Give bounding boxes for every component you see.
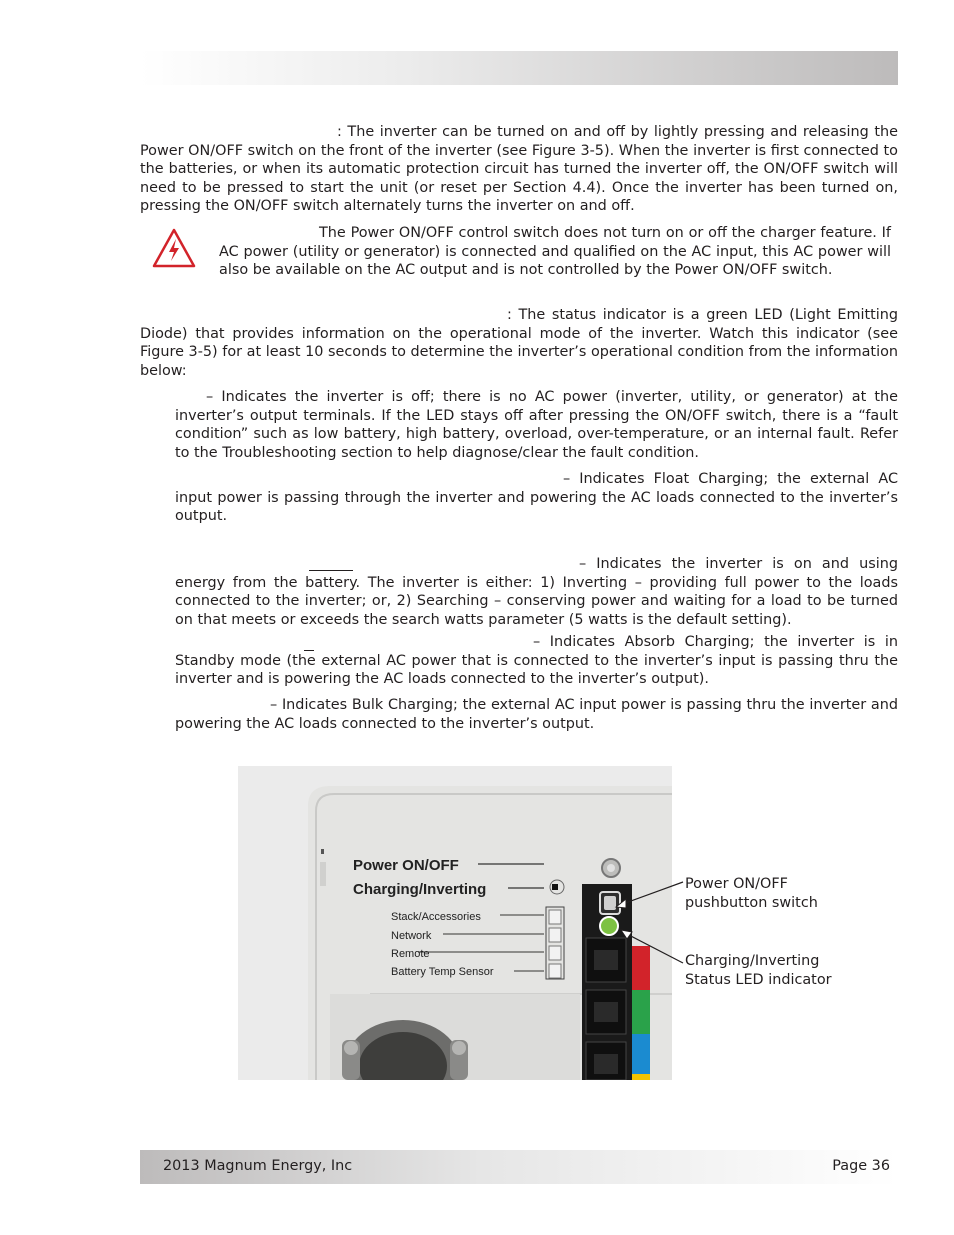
panel-label-charging: Charging/Inverting — [353, 881, 487, 898]
power-switch-paragraph: : The inverter can be turned on and off by lightly pressing and releasing the Power ON/OFF switch on the front of the inverter (see Figure 3-5). When the inverter is first connected to the batteries, or when its automatic protection circuit has turned the inverter off, the ON/OFF switch will need to be pressed to start the unit (or reset per Section 4.4). Once the inverter has been turned on, pressing the ON/OFF switch alternately turns the inverter on and off. — [140, 124, 898, 215]
header-bar — [140, 51, 898, 85]
panel-label-network: Network — [391, 930, 432, 942]
led-absorb-paragraph: – Indicates Absorb Charging; the inverter is in Standby mode (the external AC power that is connected to the inverter’s input is passing thru the inverter and is powering the AC loads connected to the inverter’s output). — [175, 634, 898, 688]
callout-arrows — [590, 875, 690, 975]
warning-note: The Power ON/OFF control switch does not turn on or off the charger feature. If AC power (utility or generator) is connected and qualified on the AC input, this AC power will also be available on the AC output and is not controlled by the Power ON/OFF switch. — [219, 225, 891, 279]
panel-label-battery-temp: Battery Temp Sensor — [391, 966, 494, 978]
panel-label-remote: Remote — [391, 948, 430, 960]
panel-label-power: Power ON/OFF — [353, 857, 459, 874]
warning-electrical-icon — [152, 228, 196, 268]
footer-copyright: 2013 Magnum Energy, Inc — [163, 1158, 353, 1174]
led-bulk-paragraph: – Indicates Bulk Charging; the external AC input power is passing thru the inverter and powering the AC loads connected to the inverter’s output. — [175, 697, 898, 732]
callout-status-led: Charging/Inverting Status LED indicator — [685, 953, 832, 988]
panel-label-stack: Stack/Accessories — [391, 911, 481, 923]
led-off-paragraph: – Indicates the inverter is off; there is no AC power (inverter, utility, or generator) at the inverter’s output terminals. If the LED stays off after pressing the ON/OFF switch, there is a “fault condition” such as low battery, high battery, overload, over-temperature, or an internal fault. Refer to the Troubleshooting section to help diagnose/clear the fault condition. — [175, 389, 898, 461]
led-inverting-paragraph: – Indicates the inverter is on and using energy from the battery. The inverter is either: 1) Inverting – providing full power to the loads connected to the inverter; or, 2) Searching – conserving power and waiting for a load to be turned on that meets or exceeds the search watts parameter (5 watts is the default setting). — [175, 556, 898, 628]
status-indicator-paragraph: : The status indicator is a green LED (Light Emitting Diode) that provides information on the operational mode of the inverter. Watch this indicator (see Figure 3-5) for at least 10 seconds to determine the inverter’s operational condition from the information below: — [140, 307, 898, 379]
callout-power-switch: Power ON/OFF pushbutton switch — [685, 876, 818, 911]
footer-bar — [140, 1150, 898, 1184]
led-float-paragraph: – Indicates Float Charging; the external AC input power is passing through the inverter and powering the AC loads connected to the inverter’s output. — [175, 471, 898, 525]
page-number: Page 36 — [832, 1158, 890, 1174]
